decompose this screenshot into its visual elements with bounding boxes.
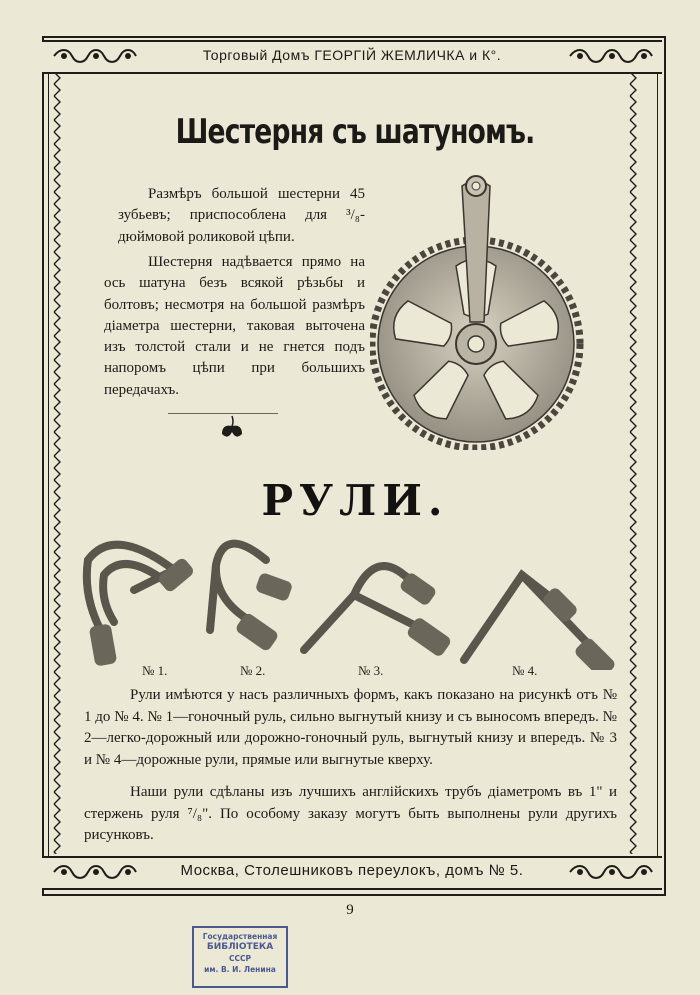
stamp-line: им. В. И. Ленина (204, 965, 276, 974)
chainwheel-crank-illustration (370, 172, 586, 450)
header-bar (42, 40, 662, 74)
handlebars-illustration (74, 530, 620, 670)
paragraph-size: Размѣръ большой шестерни 45 зубьевъ; приспособлена для ³/₈-дюймовой роликовой цѣпи. (118, 186, 365, 245)
footer-bar (42, 856, 662, 890)
figure-label-3: № 3. (358, 663, 384, 678)
header-text: Торговый Домъ ГЕОРГІЙ ЖЕМЛИЧКА и К°. (202, 47, 502, 63)
left-border-ornament (52, 72, 62, 854)
flourish-ornament-icon (566, 46, 654, 66)
footer-address: Москва, Столешниковъ переулокъ, домъ № 5. (180, 862, 524, 879)
right-border-ornament (628, 72, 638, 854)
stamp-line: СССР (228, 954, 251, 963)
figure-label-2: № 2. (240, 663, 266, 678)
flourish-ornament-icon (566, 862, 654, 882)
paragraph-handlebar-types: Рули имѣются у насъ различныхъ формъ, какъ показано на рисункѣ отъ № 1 до № 4. № 1—гоночный руль, сильно выгнутый книзу и съ выносомъ впередъ. № 2—легко-дорожный или дорожно-гоночный руль, выгнутый книзу и впередъ. № 3 и № 4—дорожные рули, прямые или выгнутые кверху. (84, 687, 617, 768)
stamp-line: БИБЛІОТЕКА (206, 942, 274, 952)
leaf-ornament-icon (218, 414, 246, 442)
paragraph-handlebar-material: Наши рули сдѣланы изъ лучшихъ англійскихъ трубъ діаметромъ въ 1" и стержень руля ⁷/₈". По особому заказу могутъ быть выполнены рули другихъ рисунковъ. (84, 784, 617, 843)
library-stamp (192, 926, 288, 988)
figure-label-1: № 1. (142, 663, 168, 678)
paragraph-mounting: Шестерня надѣвается прямо на ось шатуна безъ всякой рѣзьбы и болтовъ; несмотря на большой размѣръ діаметра шестерни, таковая выточена изъ толстой стали и не гнется подъ напоромъ цѣпи при большихъ передачахъ. (104, 254, 365, 398)
figure-label-4: № 4. (512, 663, 538, 678)
section-title-chainwheel: Шестерня съ шатуномъ. (175, 112, 535, 152)
stamp-line: Государственная (202, 932, 278, 941)
section-title-handlebars: РУЛИ. (261, 476, 449, 525)
page-number: 9 (346, 902, 354, 918)
